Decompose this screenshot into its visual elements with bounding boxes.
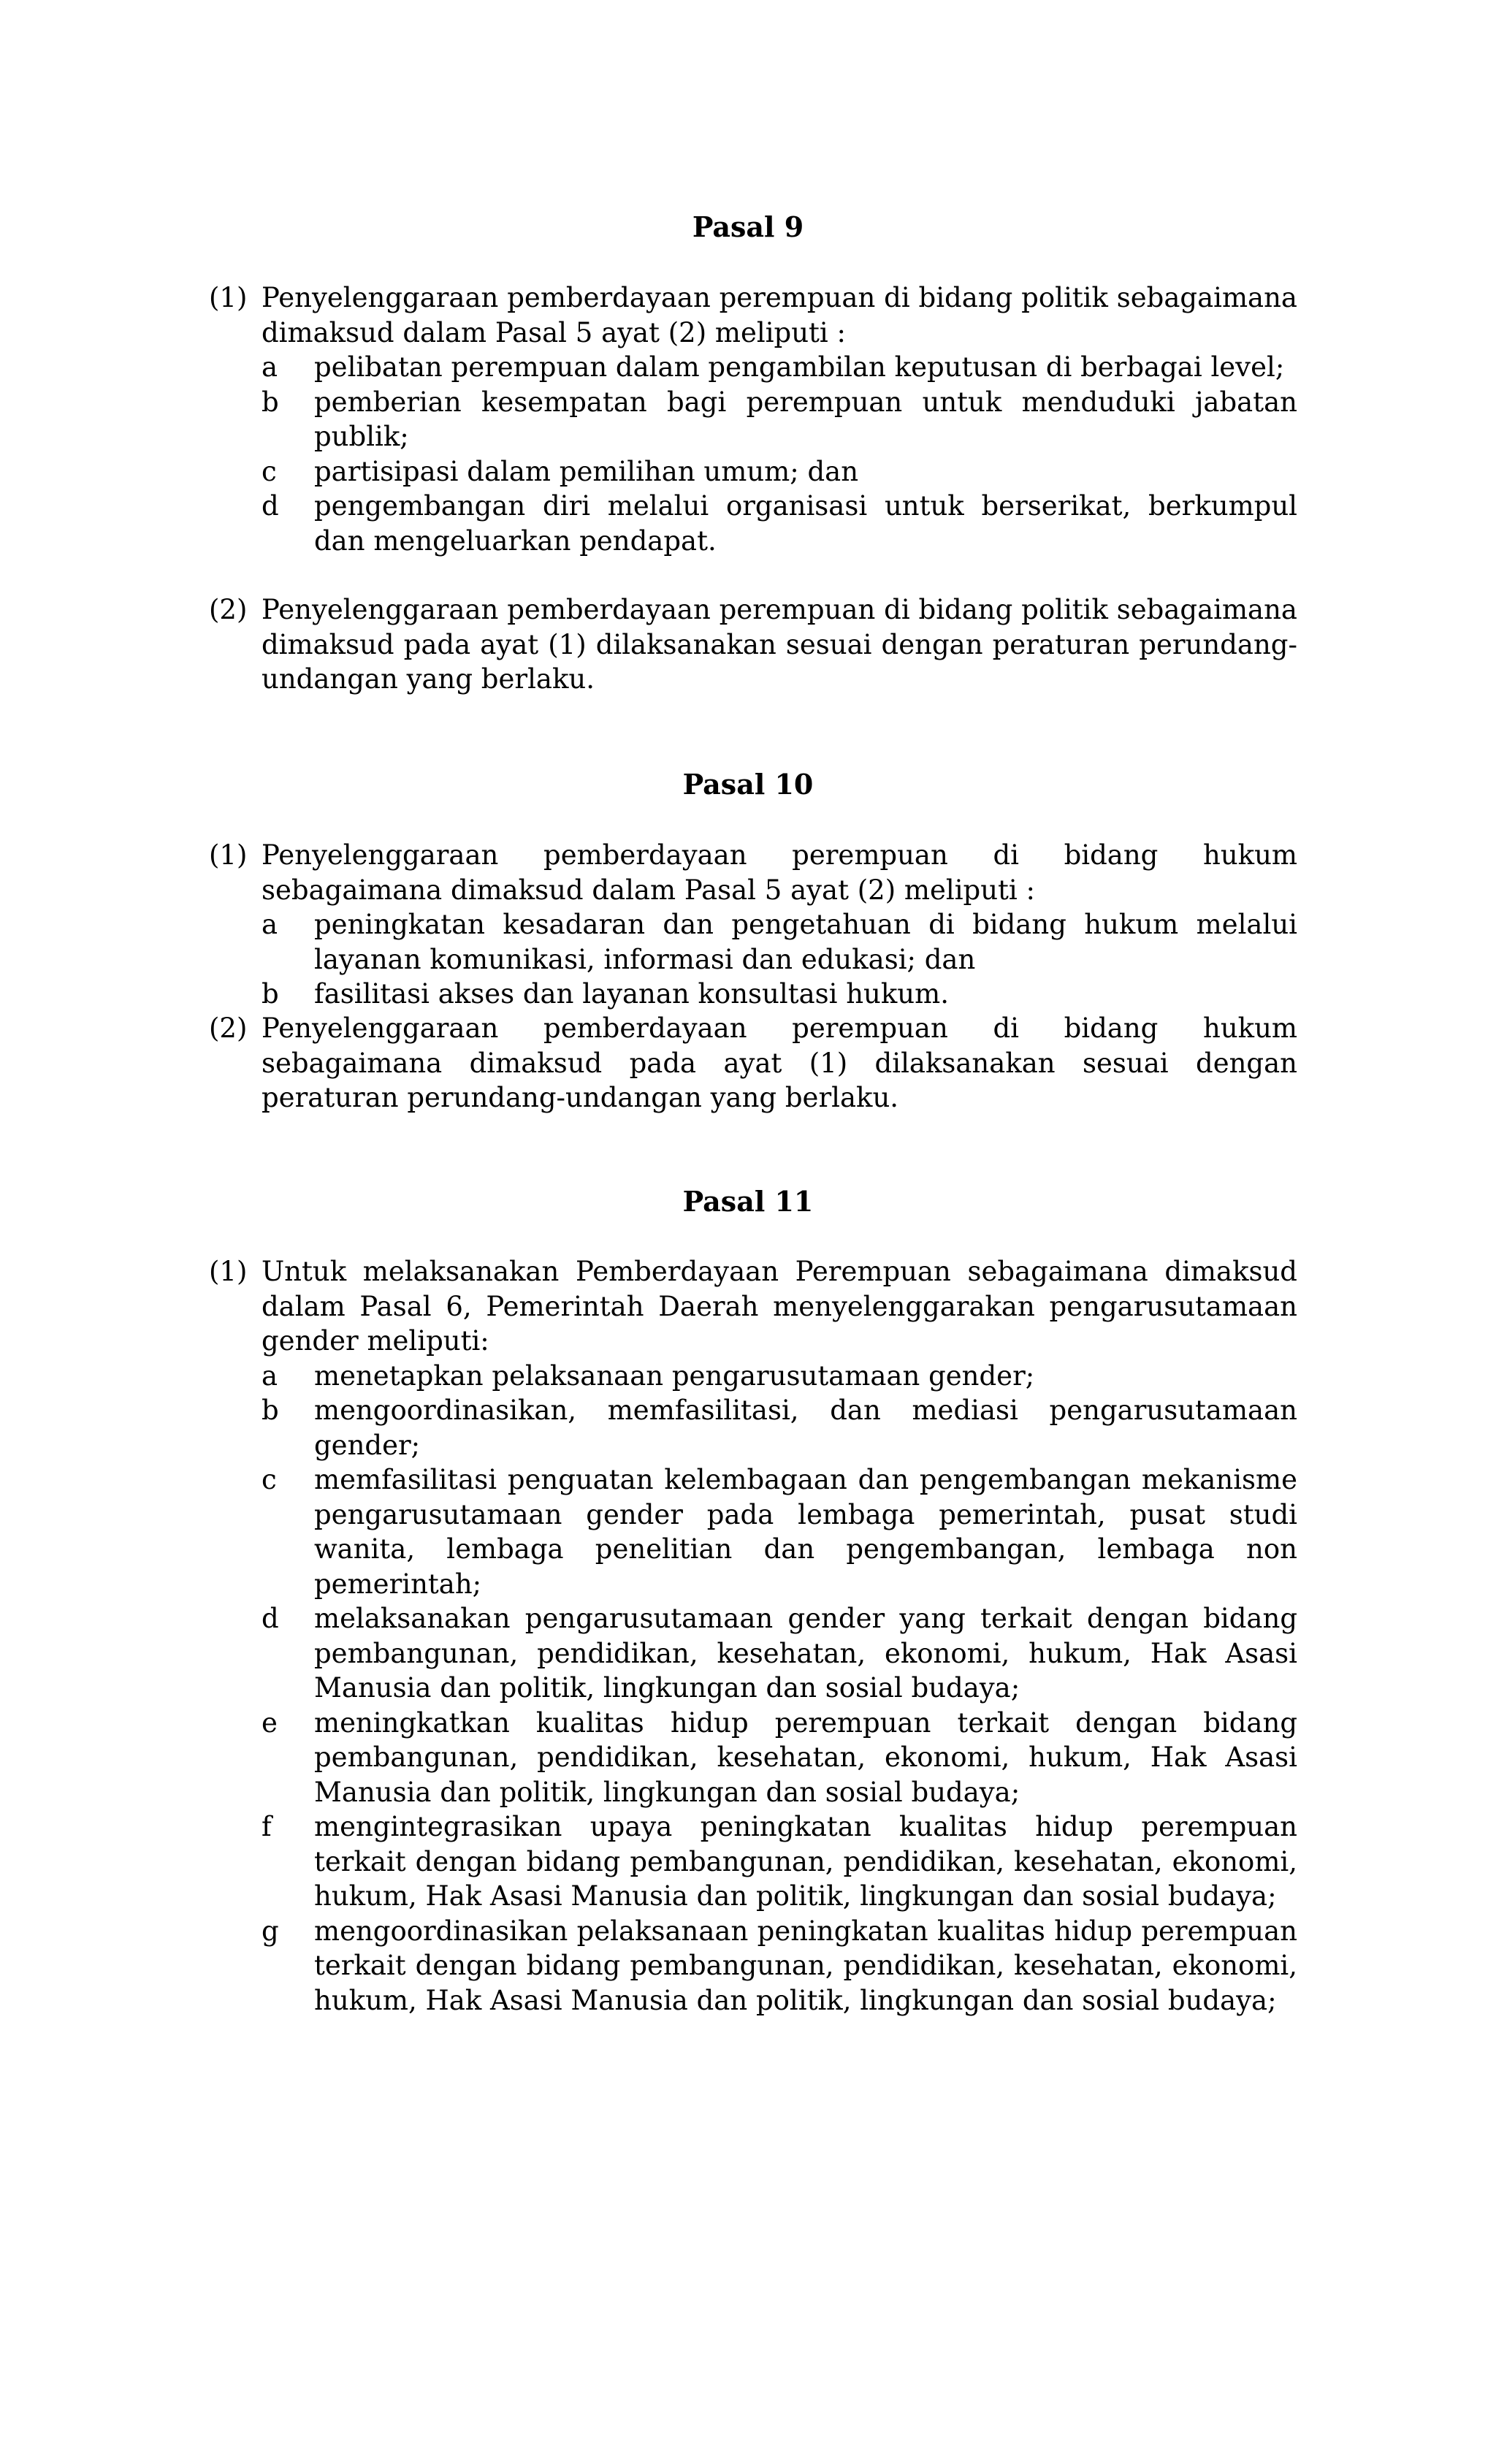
ayat-text: Penyelenggaraan pemberdayaan perempuan di bidang politik sebagaimana dimaksud dalam Pasal 5 ayat (2) meliputi : — [262, 282, 1297, 348]
item-text: melaksanakan pengarusutamaan gender yang terkait dengan bidang pembangunan, pendidikan, kesehatan, ekonomi, hukum, Hak Asasi Manusia dan politik, lingkungan dan sosial budaya; — [314, 1603, 1297, 1704]
ayat-number: (1) — [209, 282, 248, 313]
item-text: mengoordinasikan pelaksanaan peningkatan kualitas hidup perempuan terkait dengan bidang pembangunan, pendidikan, kesehatan, ekonomi, hukum, Hak Asasi Manusia dan politik, lingkungan dan sosial budaya; — [314, 1915, 1297, 2016]
list-item — [262, 1393, 1297, 1462]
list-item — [262, 385, 1297, 454]
item-letter: b — [262, 978, 279, 1010]
ayat-number: (1) — [209, 839, 248, 871]
ayat-number: (2) — [209, 594, 248, 625]
pasal-9-ayat-1 — [209, 281, 1297, 558]
item-text: pemberian kesempatan bagi perempuan untuk menduduki jabatan publik; — [314, 386, 1297, 452]
list-item — [262, 1359, 1297, 1394]
item-text: meningkatkan kualitas hidup perempuan terkait dengan bidang pembangunan, pendidikan, kesehatan, ekonomi, hukum, Hak Asasi Manusia dan politik, lingkungan dan sosial budaya; — [314, 1706, 1297, 1808]
item-letter: b — [262, 386, 279, 418]
list-item — [262, 907, 1297, 977]
ayat-text: Penyelenggaraan pemberdayaan perempuan di bidang hukum sebagaimana dimaksud dalam Pasal 5 ayat (2) meliputi : — [262, 839, 1297, 906]
item-text: pengembangan diri melalui organisasi untuk berserikat, berkumpul dan mengeluarkan pendapat. — [314, 490, 1297, 557]
pasal-9-ayat-2 — [209, 592, 1297, 697]
item-list — [209, 350, 1297, 558]
pasal-10-ayat-2 — [209, 1011, 1297, 1115]
ayat-number: (1) — [209, 1256, 248, 1287]
item-list — [209, 907, 1297, 1012]
item-letter: c — [262, 1464, 277, 1495]
list-item — [262, 1601, 1297, 1706]
item-letter: a — [262, 1359, 278, 1392]
ayat-number: (2) — [209, 1012, 248, 1044]
list-item — [262, 454, 1297, 489]
ayat-text: Penyelenggaraan pemberdayaan perempuan di bidang hukum sebagaimana dimaksud pada ayat (1) dilaksanakan sesuai dengan peraturan perundang-undangan yang berlaku. — [262, 1012, 1297, 1113]
ayat-text: Penyelenggaraan pemberdayaan perempuan di bidang politik sebagaimana dimaksud pada ayat (1) dilaksanakan sesuai dengan peraturan perundang-undangan yang berlaku. — [262, 594, 1297, 695]
list-item — [262, 1706, 1297, 1810]
item-text: mengoordinasikan, memfasilitasi, dan mediasi pengarusutamaan gender; — [314, 1395, 1297, 1461]
item-letter: a — [262, 909, 278, 940]
item-text: mengintegrasikan upaya peningkatan kualitas hidup perempuan terkait dengan bidang pembangunan, pendidikan, kesehatan, ekonomi, hukum, Hak Asasi Manusia dan politik, lingkungan dan sosial budaya; — [314, 1811, 1297, 1912]
pasal-11-title: Pasal 11 — [682, 1185, 814, 1218]
item-letter: b — [262, 1395, 279, 1426]
pasal-10-title: Pasal 10 — [682, 768, 814, 801]
item-text: fasilitasi akses dan layanan konsultasi hukum. — [314, 978, 949, 1010]
list-item — [262, 489, 1297, 558]
item-letter: f — [262, 1811, 272, 1842]
item-text: memfasilitasi penguatan kelembagaan dan pengembangan mekanisme pengarusutamaan gender pada lembaga pemerintah, pusat studi wanita, lembaga penelitian dan pengembangan, lembaga non pemerintah; — [314, 1464, 1297, 1600]
item-letter: d — [262, 1603, 279, 1634]
list-item — [262, 350, 1297, 385]
list-item — [262, 1462, 1297, 1601]
pasal-11-ayat-1 — [209, 1254, 1297, 2018]
pasal-9-title: Pasal 9 — [692, 210, 804, 243]
item-text: partisipasi dalam pemilihan umum; dan — [314, 455, 859, 487]
list-item — [262, 1809, 1297, 1914]
ayat-text: Untuk melaksanakan Pemberdayaan Perempuan sebagaimana dimaksud dalam Pasal 6, Pemerintah Daerah menyelenggarakan pengarusutamaan gender meliputi: — [262, 1256, 1297, 1357]
item-letter: d — [262, 490, 279, 522]
pasal-10-ayat-1 — [209, 838, 1297, 1012]
item-letter: e — [262, 1706, 278, 1739]
item-text: pelibatan perempuan dalam pengambilan keputusan di berbagai level; — [314, 351, 1285, 383]
list-item — [262, 1914, 1297, 2018]
item-letter: g — [262, 1915, 279, 1947]
item-letter: c — [262, 455, 277, 487]
item-letter: a — [262, 351, 278, 383]
item-list — [209, 1359, 1297, 2018]
list-item — [262, 977, 1297, 1012]
item-text: menetapkan pelaksanaan pengarusutamaan gender; — [314, 1359, 1035, 1392]
item-text: peningkatan kesadaran dan pengetahuan di bidang hukum melalui layanan komunikasi, informasi dan edukasi; dan — [314, 909, 1297, 975]
